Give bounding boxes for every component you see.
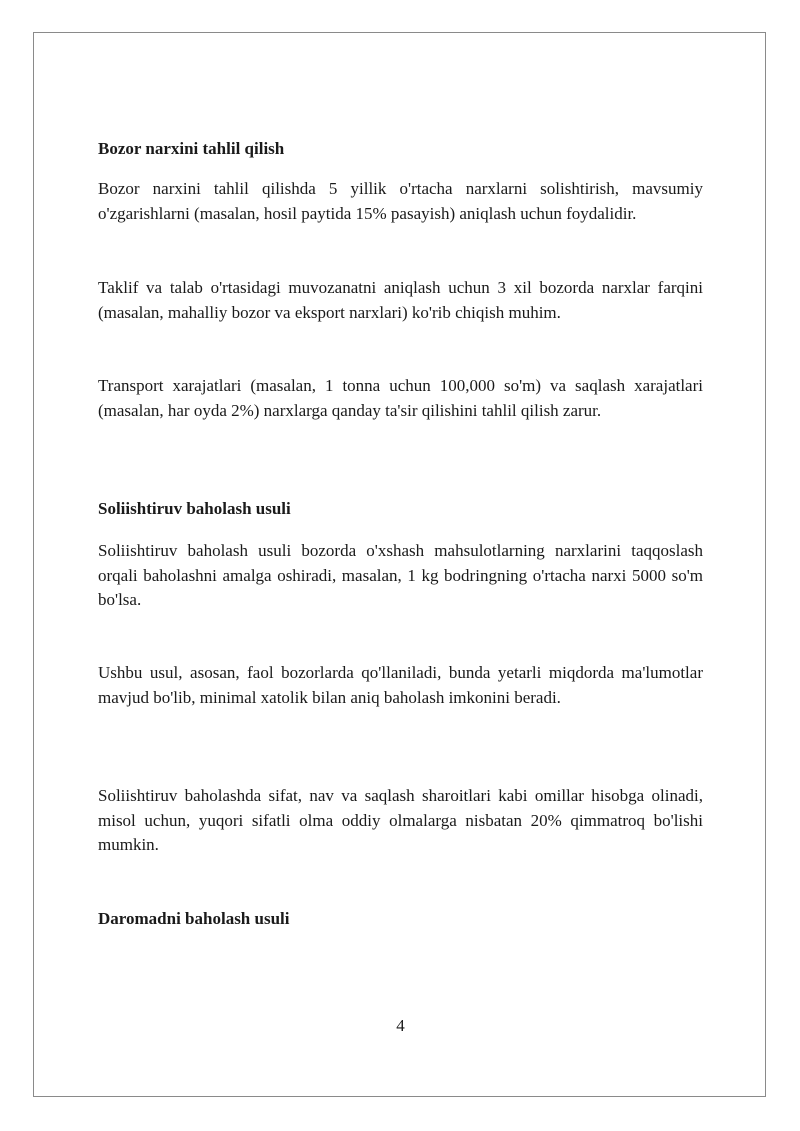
- document-page: [33, 32, 766, 1097]
- paragraph: Transport xarajatlari (masalan, 1 tonna uchun 100,000 so'm) va saqlash xarajatlari (masalan, har oyda 2%) narxlarga qanday ta'sir qilishini tahlil qilish zarur.: [98, 376, 703, 420]
- section-heading: Soliishtiruv baholash usuli: [98, 499, 291, 518]
- page-number: 4: [396, 1016, 405, 1035]
- paragraph: Ushbu usul, asosan, faol bozorlarda qo'llaniladi, bunda yetarli miqdorda ma'lumotlar mavjud bo'lib, minimal xatolik bilan aniq baholash imkonini beradi.: [98, 663, 703, 707]
- paragraph: Bozor narxini tahlil qilishda 5 yillik o'rtacha narxlarni solishtirish, mavsumiy o'zgarishlarni (masalan, hosil paytida 15% pasayish) aniqlash uchun foydalidir.: [98, 179, 703, 223]
- paragraph: Soliishtiruv baholashda sifat, nav va saqlash sharoitlari kabi omillar hisobga olinadi, misol uchun, yuqori sifatli olma oddiy olmalarga nisbatan 20% qimmatroq bo'lishi mumkin.: [98, 786, 703, 854]
- paragraph: Taklif va talab o'rtasidagi muvozanatni aniqlash uchun 3 xil bozorda narxlar farqini (masalan, mahalliy bozor va eksport narxlari) ko'rib chiqish muhim.: [98, 278, 703, 322]
- paragraph: Soliishtiruv baholash usuli bozorda o'xshash mahsulotlarning narxlarini taqqoslash orqali baholashni amalga oshiradi, masalan, 1 kg bodringning o'rtacha narxi 5000 so'm bo'lsa.: [98, 541, 703, 609]
- section-heading: Daromadni baholash usuli: [98, 909, 290, 928]
- section-heading: Bozor narxini tahlil qilish: [98, 139, 285, 158]
